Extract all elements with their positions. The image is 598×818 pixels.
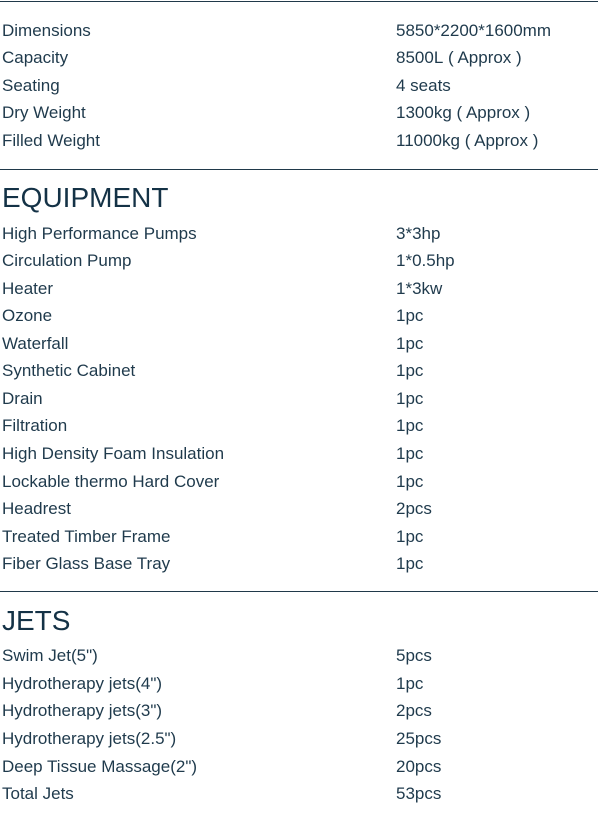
equipment-row — [2, 468, 592, 495]
jets-row — [2, 725, 592, 752]
spec-value: 1300kg ( Approx ) — [396, 103, 531, 122]
equipment-value: 1pc — [396, 444, 424, 463]
jets-value: 25pcs — [396, 729, 442, 748]
equipment-value: 1pc — [396, 334, 424, 353]
jets-row — [2, 642, 592, 669]
jets-row — [2, 670, 592, 697]
equipment-row — [2, 357, 592, 384]
spec-label: Dimensions — [2, 21, 91, 40]
equipment-value: 1pc — [396, 416, 424, 435]
jets-value: 1pc — [396, 674, 424, 693]
jets-label: Total Jets — [2, 784, 74, 803]
jets-total-row — [2, 780, 592, 807]
equipment-value: 1pc — [396, 527, 424, 546]
jets-row — [2, 697, 592, 724]
spec-row-dry-weight — [2, 99, 592, 126]
spec-label: Dry Weight — [2, 103, 86, 122]
jets-value: 2pcs — [396, 701, 432, 720]
section-divider — [0, 591, 598, 592]
equipment-row — [2, 440, 592, 467]
equipment-value: 1pc — [396, 554, 424, 573]
equipment-value: 1pc — [396, 472, 424, 491]
jets-label: Swim Jet(5") — [2, 646, 98, 665]
jets-row — [2, 753, 592, 780]
jets-label: Deep Tissue Massage(2") — [2, 757, 198, 776]
equipment-label: Filtration — [2, 416, 68, 435]
spec-value: 11000kg ( Approx ) — [396, 131, 539, 150]
top-divider — [0, 1, 598, 2]
equipment-row — [2, 550, 592, 577]
spec-value: 8500L ( Approx ) — [396, 48, 522, 67]
equipment-row — [2, 330, 592, 357]
equipment-label: Heater — [2, 279, 54, 298]
equipment-row — [2, 247, 592, 274]
equipment-label: Lockable thermo Hard Cover — [2, 472, 220, 491]
equipment-label: Drain — [2, 389, 43, 408]
jets-value: 53pcs — [396, 784, 442, 803]
equipment-row — [2, 220, 592, 247]
spec-label: Filled Weight — [2, 131, 100, 150]
equipment-row — [2, 523, 592, 550]
spec-row-seating — [2, 72, 592, 99]
jets-value: 5pcs — [396, 646, 432, 665]
equipment-label: Fiber Glass Base Tray — [2, 554, 171, 573]
equipment-value: 3*3hp — [396, 224, 441, 243]
spec-value: 5850*2200*1600mm — [396, 21, 552, 40]
equipment-value: 1*0.5hp — [396, 251, 455, 270]
equipment-label: Circulation Pump — [2, 251, 132, 270]
spec-label: Seating — [2, 76, 60, 95]
equipment-value: 2pcs — [396, 499, 432, 518]
spec-value: 4 seats — [396, 76, 451, 95]
jets-heading: JETS — [2, 605, 71, 636]
spec-row-filled-weight — [2, 127, 592, 154]
equipment-label: Waterfall — [2, 334, 69, 353]
equipment-value: 1pc — [396, 361, 424, 380]
equipment-label: Treated Timber Frame — [2, 527, 171, 546]
equipment-row — [2, 385, 592, 412]
jets-label: Hydrotherapy jets(4") — [2, 674, 163, 693]
equipment-label: High Performance Pumps — [2, 224, 197, 243]
section-divider — [0, 169, 598, 170]
equipment-heading: EQUIPMENT — [2, 182, 169, 213]
equipment-value: 1*3kw — [396, 279, 443, 298]
spec-row-capacity — [2, 44, 592, 71]
spec-row-dimensions — [2, 17, 592, 44]
equipment-value: 1pc — [396, 389, 424, 408]
equipment-label: Ozone — [2, 306, 53, 325]
equipment-row — [2, 275, 592, 302]
equipment-label: Headrest — [2, 499, 71, 518]
equipment-label: High Density Foam Insulation — [2, 444, 225, 463]
equipment-label: Synthetic Cabinet — [2, 361, 136, 380]
equipment-row — [2, 412, 592, 439]
jets-value: 20pcs — [396, 757, 442, 776]
equipment-value: 1pc — [396, 306, 424, 325]
equipment-row — [2, 302, 592, 329]
jets-label: Hydrotherapy jets(3") — [2, 701, 163, 720]
equipment-row — [2, 495, 592, 522]
spec-label: Capacity — [2, 48, 69, 67]
jets-label: Hydrotherapy jets(2.5") — [2, 729, 177, 748]
